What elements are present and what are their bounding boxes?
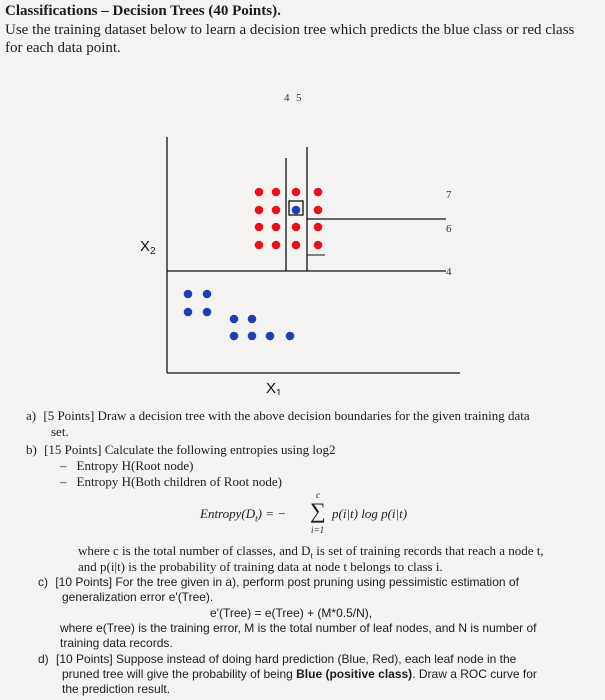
question-a-line-1: [5 Points] Draw a decision tree with the above decision boundaries for the given training data: [43, 408, 530, 423]
question-d-line-2-a: pruned tree will give the probability of being: [62, 667, 297, 681]
entropy-formula-lhs: [200, 506, 286, 524]
formula-lhs: Entropy(D: [200, 506, 256, 521]
question-d: [38, 652, 516, 667]
formula-lhs-end: ) = −: [257, 506, 287, 521]
x-split-label-5: 5: [296, 92, 302, 104]
blue-data-point: [203, 308, 212, 317]
question-d-label: d): [38, 652, 49, 666]
question-b-item-2-text: Entropy H(Both children of Root node): [76, 474, 282, 489]
intro-line-2: for each data point.: [5, 40, 121, 56]
question-a-line-2: set.: [51, 424, 69, 439]
red-data-point: [292, 223, 301, 232]
sum-symbol: ∑: [310, 498, 326, 523]
dash-bullet: –: [60, 474, 67, 489]
blue-data-point: [248, 332, 257, 341]
question-b-item-1: [60, 458, 193, 473]
red-data-point: [272, 206, 281, 215]
question-c: [38, 575, 519, 590]
blue-data-point: [292, 206, 301, 215]
question-b: [26, 442, 335, 457]
blue-data-point: [286, 332, 295, 341]
blue-data-point: [266, 332, 275, 341]
page-title: Classifications – Decision Trees (40 Points).: [5, 3, 281, 19]
blue-data-point: [248, 315, 257, 324]
red-data-point: [272, 188, 281, 197]
red-data-point: [255, 188, 264, 197]
red-data-point: [255, 223, 264, 232]
question-a-label: a): [26, 408, 37, 423]
pessimistic-error-formula: e'(Tree) = e(Tree) + (M*0.5/N),: [210, 606, 373, 620]
y-split-label-7: 7: [446, 189, 452, 201]
y-axis-label: $X_2$: [140, 238, 156, 257]
question-c-label: c): [38, 575, 48, 589]
question-d-line-3: the prediction result.: [62, 682, 171, 696]
sum-upper: c: [316, 490, 320, 500]
red-data-point: [272, 223, 281, 232]
red-data-point: [255, 206, 264, 215]
question-b-item-1-text: Entropy H(Root node): [76, 458, 194, 473]
question-d-line-2-b: . Draw a ROC curve for: [412, 667, 537, 681]
question-b-label: b): [26, 442, 37, 457]
blue-data-point: [203, 290, 212, 299]
formula-lhs-sub: t: [255, 513, 258, 524]
question-b-line-1: [15 Points] Calculate the following entropies using log2: [44, 442, 336, 457]
data-points: [184, 188, 323, 341]
question-c-line-3: where e(Tree) is the training error, M is the total number of leaf nodes, and N is number of: [60, 621, 537, 635]
question-c-line-1: [10 Points] For the tree given in a), perform post pruning using pessimistic estimation of: [55, 575, 519, 589]
sum-lower: i=1: [311, 525, 325, 535]
red-data-point: [272, 241, 281, 250]
blue-data-point: [184, 308, 193, 317]
question-c-line-4: training data records.: [60, 636, 173, 650]
question-d-line-2: [62, 667, 537, 682]
red-data-point: [255, 241, 264, 250]
blue-data-point: [230, 315, 239, 324]
question-b-item-2: [60, 474, 282, 489]
y-split-label-6: 6: [446, 223, 452, 235]
y-split-label-4: 4: [446, 266, 452, 278]
where-line-2: and p(i|t) is the probability of training data at node t belongs to class i.: [78, 559, 443, 574]
red-data-point: [314, 206, 323, 215]
blue-data-point: [230, 332, 239, 341]
entropy-formula-rhs: p(i|t) log p(i|t): [332, 506, 408, 521]
dash-bullet: –: [60, 458, 67, 473]
blue-data-point: [184, 290, 193, 299]
question-a: [26, 408, 530, 423]
positive-class-bold: Blue (positive class): [296, 667, 413, 681]
red-data-point: [314, 188, 323, 197]
intro-line-1: Use the training dataset below to learn a decision tree which predicts the blue class or red class: [5, 22, 575, 38]
red-data-point: [314, 223, 323, 232]
where-line-1-end: is set of training records that reach a node t,: [313, 543, 544, 558]
x-axis-label: $X_1$: [266, 380, 282, 395]
red-data-point: [292, 188, 301, 197]
question-c-line-2: generalization error e'(Tree).: [62, 590, 214, 604]
red-data-point: [314, 241, 323, 250]
question-d-line-1: [10 Points] Suppose instead of doing hard prediction (Blue, Red), each leaf node in the: [56, 652, 517, 666]
x-split-label-4: 4: [284, 92, 290, 104]
where-line-1-text: where c is the total number of classes, and D: [78, 543, 311, 558]
where-line-1-sub: t: [310, 550, 313, 561]
red-data-point: [292, 241, 301, 250]
